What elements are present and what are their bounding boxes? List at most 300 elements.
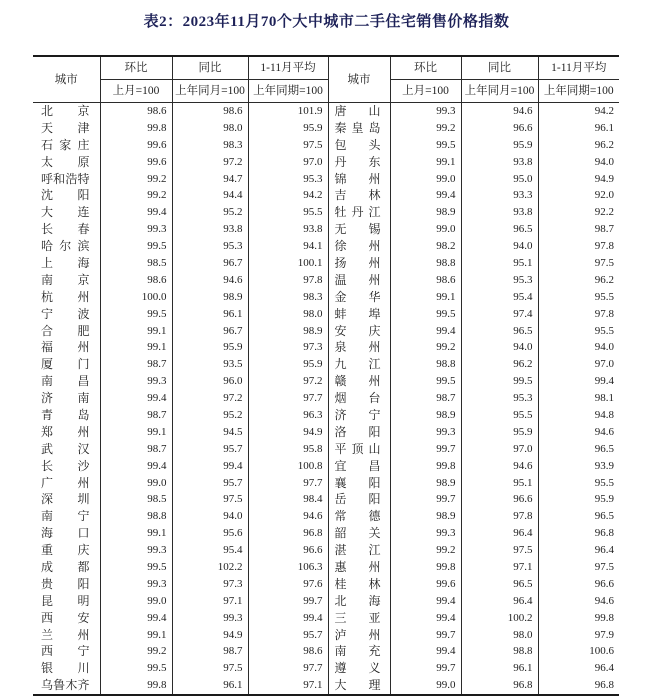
city-name-char: 九 [334, 357, 347, 372]
avg-value-left: 98.0 [248, 306, 328, 323]
city-name-char: 庆 [368, 323, 381, 338]
city-name-char: 林 [368, 576, 381, 591]
city-name-left [41, 627, 90, 644]
city-name-char: 春 [77, 222, 90, 237]
city-name-right [335, 306, 381, 323]
mom-value-right: 99.6 [390, 576, 461, 593]
city-name-char: 阳 [77, 188, 90, 203]
mom-value-left: 99.4 [100, 390, 172, 407]
avg-value-left: 100.8 [248, 458, 328, 475]
city-cell [33, 660, 100, 677]
city-name-left [41, 424, 90, 441]
avg-value-right: 96.6 [538, 576, 619, 593]
avg-value-left: 93.8 [248, 221, 328, 238]
mom-value-left: 99.6 [100, 154, 172, 171]
yoy-value-right: 93.8 [461, 154, 538, 171]
avg-value-right: 96.2 [538, 272, 619, 289]
city-name-char: 州 [368, 255, 381, 270]
mom-value-left: 98.8 [100, 508, 172, 525]
city-name-left [41, 137, 90, 154]
city-name-char: 州 [368, 560, 381, 574]
yoy-value-right: 96.8 [461, 677, 538, 695]
mom-value-right: 98.9 [390, 204, 461, 221]
mom-value-left: 100.0 [100, 289, 172, 306]
city-name-char: 泸 [334, 627, 347, 642]
city-cell [33, 593, 100, 610]
city-cell [328, 238, 390, 255]
avg-value-right: 94.9 [538, 170, 619, 187]
city-cell [33, 458, 100, 475]
city-name-right [335, 424, 381, 441]
city-name-right [335, 407, 381, 424]
yoy-value-left: 95.6 [172, 525, 248, 542]
city-name-left [41, 306, 90, 323]
city-name-char: 贵 [41, 576, 54, 591]
avg-value-right: 96.1 [538, 120, 619, 137]
city-name-char: 惠 [334, 560, 347, 574]
mom-value-left: 99.6 [100, 137, 172, 154]
mom-value-right: 99.7 [390, 441, 461, 458]
city-cell [328, 441, 390, 458]
yoy-value-right: 97.1 [461, 559, 538, 576]
city-name-char: 丹 [351, 205, 364, 220]
city-name-left [41, 255, 90, 272]
yoy-value-right: 95.3 [461, 390, 538, 407]
city-cell [328, 356, 390, 373]
yoy-value-left: 97.2 [172, 154, 248, 171]
city-name-char: 太 [41, 154, 54, 169]
avg-value-left: 97.8 [248, 272, 328, 289]
yoy-value-right: 99.5 [461, 373, 538, 390]
mom-value-right: 99.4 [390, 593, 461, 610]
city-name-char: 圳 [77, 492, 90, 507]
city-name-right [335, 272, 381, 289]
avg-value-left: 97.7 [248, 475, 328, 492]
avg-value-left: 99.7 [248, 593, 328, 610]
yoy-value-left: 97.1 [172, 593, 248, 610]
yoy-value-right: 94.0 [461, 238, 538, 255]
city-name-char: 南 [41, 272, 54, 287]
table-row [33, 103, 619, 120]
city-name-left [41, 576, 90, 593]
city-cell [328, 593, 390, 610]
avg-value-left: 97.2 [248, 373, 328, 390]
table-row [33, 255, 619, 272]
mom-value-left: 99.8 [100, 677, 172, 695]
table-row [33, 508, 619, 525]
mom-value-left: 99.5 [100, 660, 172, 677]
mom-value-right: 99.7 [390, 627, 461, 644]
avg-value-right: 97.5 [538, 255, 619, 272]
avg-value-left: 98.9 [248, 322, 328, 339]
city-name-char: 州 [368, 171, 381, 186]
city-name-char: 庆 [77, 543, 90, 558]
avg-value-left: 97.5 [248, 137, 328, 154]
city-name-left [41, 677, 90, 694]
mom-value-right: 99.1 [390, 154, 461, 171]
avg-value-right: 97.8 [538, 306, 619, 323]
city-name-char: 徐 [334, 239, 347, 254]
city-name-char: 阳 [368, 492, 381, 507]
table-row [33, 542, 619, 559]
yoy-value-right: 95.3 [461, 272, 538, 289]
city-name-char: 州 [77, 289, 90, 304]
mom-value-right: 99.5 [390, 373, 461, 390]
city-name-char: 哈 [41, 239, 54, 254]
table-row [33, 441, 619, 458]
mom-value-right: 99.3 [390, 103, 461, 120]
city-name-left [41, 204, 90, 221]
city-cell [328, 525, 390, 542]
city-name-char: 深 [41, 492, 54, 507]
yoy-value-left: 94.7 [172, 170, 248, 187]
city-cell [328, 559, 390, 576]
city-name-char: 川 [77, 661, 90, 676]
yoy-value-right: 95.4 [461, 289, 538, 306]
city-cell [328, 407, 390, 424]
avg-value-left: 95.9 [248, 120, 328, 137]
header-avg-base-left: 上年同期=100 [248, 80, 328, 103]
city-cell [328, 306, 390, 323]
city-name-char: 宁 [41, 306, 54, 321]
table-row [33, 373, 619, 390]
city-name-left [41, 289, 90, 306]
table-row [33, 677, 619, 695]
city-cell [328, 103, 390, 120]
avg-value-right: 100.6 [538, 643, 619, 660]
table-row [33, 120, 619, 137]
city-cell [33, 559, 100, 576]
avg-value-right: 96.2 [538, 137, 619, 154]
mom-value-left: 99.4 [100, 458, 172, 475]
city-name-left [41, 154, 90, 171]
city-name-char: 南 [334, 644, 347, 659]
table-row [33, 407, 619, 424]
price-index-table-container [33, 55, 653, 696]
yoy-value-left: 95.3 [172, 238, 248, 255]
yoy-value-right: 95.1 [461, 475, 538, 492]
avg-value-right: 99.8 [538, 610, 619, 627]
yoy-value-right: 95.9 [461, 424, 538, 441]
yoy-value-right: 100.2 [461, 610, 538, 627]
city-name-char: 上 [41, 255, 54, 270]
yoy-value-right: 94.6 [461, 458, 538, 475]
yoy-value-left: 95.4 [172, 542, 248, 559]
city-name-char: 门 [77, 357, 90, 372]
yoy-value-left: 98.7 [172, 643, 248, 660]
city-name-right [335, 627, 381, 644]
city-name-char: 重 [41, 543, 54, 558]
city-name-left [41, 458, 90, 475]
table-row [33, 137, 619, 154]
yoy-value-right: 97.0 [461, 441, 538, 458]
city-cell [33, 221, 100, 238]
city-cell [33, 322, 100, 339]
mom-value-right: 99.7 [390, 660, 461, 677]
avg-value-left: 94.6 [248, 508, 328, 525]
city-name-left [41, 390, 90, 407]
mom-value-left: 99.3 [100, 542, 172, 559]
avg-value-left: 97.1 [248, 677, 328, 695]
mom-value-right: 99.4 [390, 610, 461, 627]
city-name-char: 华 [368, 289, 381, 304]
city-name-char: 肥 [77, 323, 90, 338]
city-name-right [335, 508, 381, 525]
city-name-left [41, 610, 90, 627]
city-cell [328, 170, 390, 187]
city-name-char: 北 [334, 593, 347, 608]
city-name-left [41, 475, 90, 492]
city-cell [33, 137, 100, 154]
city-cell [33, 475, 100, 492]
city-name-char: 林 [368, 188, 381, 203]
city-name-char: 岛 [77, 407, 90, 422]
city-cell [328, 322, 390, 339]
city-name-char: 州 [368, 272, 381, 287]
city-name-char: 北 [41, 104, 54, 118]
city-name-char: 州 [368, 340, 381, 355]
city-cell [33, 610, 100, 627]
avg-value-right: 96.5 [538, 441, 619, 458]
yoy-value-left: 95.2 [172, 407, 248, 424]
header-yoy-left: 同比 [172, 56, 248, 80]
avg-value-left: 97.3 [248, 339, 328, 356]
yoy-value-right: 93.8 [461, 204, 538, 221]
avg-value-left: 96.6 [248, 542, 328, 559]
city-name-char: 武 [41, 441, 54, 456]
mom-value-left: 99.3 [100, 576, 172, 593]
city-name-char: 宁 [77, 509, 90, 524]
yoy-value-left: 97.2 [172, 390, 248, 407]
city-cell [33, 187, 100, 204]
mom-value-right: 99.3 [390, 525, 461, 542]
mom-value-right: 98.7 [390, 390, 461, 407]
city-name-char: 济 [334, 407, 347, 422]
avg-value-right: 95.5 [538, 475, 619, 492]
city-name-right [335, 643, 381, 660]
avg-value-right: 96.4 [538, 660, 619, 677]
city-cell [33, 339, 100, 356]
header-yoy-right: 同比 [461, 56, 538, 80]
city-cell [33, 491, 100, 508]
mom-value-right: 99.0 [390, 170, 461, 187]
mom-value-right: 99.1 [390, 289, 461, 306]
city-cell [328, 390, 390, 407]
city-cell [33, 272, 100, 289]
city-name-char: 宁 [368, 407, 381, 422]
city-cell [328, 576, 390, 593]
city-name-char: 津 [77, 120, 90, 135]
city-cell [328, 660, 390, 677]
city-name-char: 宜 [334, 458, 347, 473]
city-name-char: 江 [368, 357, 381, 372]
city-name-char: 烟 [334, 391, 347, 406]
city-name-char: 山 [368, 104, 381, 118]
city-name-right [335, 339, 381, 356]
yoy-value-left: 95.2 [172, 204, 248, 221]
city-cell [33, 643, 100, 660]
city-name-char: 阳 [77, 576, 90, 591]
mom-value-right: 99.0 [390, 221, 461, 238]
mom-value-left: 98.7 [100, 356, 172, 373]
city-name-char: 昌 [368, 458, 381, 473]
city-name-left [41, 508, 90, 525]
table-row [33, 221, 619, 238]
city-name-char: 滨 [77, 239, 90, 254]
avg-value-left: 101.9 [248, 103, 328, 120]
city-name-right [335, 323, 381, 340]
city-name-char: 德 [368, 509, 381, 524]
city-name-char: 理 [368, 678, 381, 693]
table-row [33, 458, 619, 475]
header-yoy-base-left: 上年同月=100 [172, 80, 248, 103]
city-name-char: 广 [41, 475, 54, 490]
city-name-char: 青 [41, 407, 54, 422]
mom-value-left: 99.0 [100, 475, 172, 492]
avg-value-right: 92.2 [538, 204, 619, 221]
city-name-char: 京 [77, 272, 90, 287]
city-name-char: 济 [41, 391, 54, 406]
avg-value-right: 96.5 [538, 508, 619, 525]
city-name-char: 海 [368, 593, 381, 608]
city-name-right [335, 356, 381, 373]
city-cell [328, 424, 390, 441]
avg-value-right: 97.8 [538, 238, 619, 255]
city-cell [328, 610, 390, 627]
city-name-char: 州 [77, 340, 90, 355]
mom-value-right: 99.3 [390, 424, 461, 441]
city-name-char: 大 [41, 205, 54, 220]
avg-value-left: 96.8 [248, 525, 328, 542]
city-cell [33, 525, 100, 542]
table-row [33, 322, 619, 339]
city-name-char: 韶 [334, 526, 347, 541]
city-name-char: 浩 [65, 171, 78, 186]
city-name-char: 皇 [351, 120, 364, 135]
city-name-left [41, 356, 90, 373]
avg-value-left: 97.7 [248, 660, 328, 677]
city-name-char: 汉 [77, 441, 90, 456]
city-name-right [335, 441, 381, 458]
yoy-value-left: 96.7 [172, 322, 248, 339]
city-cell [33, 103, 100, 120]
mom-value-right: 99.4 [390, 643, 461, 660]
city-name-char: 州 [77, 475, 90, 490]
city-name-char: 昌 [77, 374, 90, 389]
city-name-char: 阳 [368, 424, 381, 439]
city-name-char: 海 [41, 526, 54, 541]
table-row [33, 154, 619, 171]
city-name-char: 江 [368, 205, 381, 220]
city-name-char: 州 [77, 424, 90, 439]
mom-value-left: 99.5 [100, 306, 172, 323]
city-name-left [41, 491, 90, 508]
mom-value-left: 99.1 [100, 627, 172, 644]
mom-value-left: 99.1 [100, 339, 172, 356]
avg-value-right: 94.8 [538, 407, 619, 424]
city-name-left [41, 187, 90, 204]
mom-value-left: 99.4 [100, 204, 172, 221]
city-name-char: 厦 [41, 357, 54, 372]
avg-value-left: 94.2 [248, 187, 328, 204]
city-cell [328, 643, 390, 660]
mom-value-left: 98.5 [100, 491, 172, 508]
city-name-char: 南 [77, 391, 90, 406]
city-name-right [335, 491, 381, 508]
yoy-value-right: 96.4 [461, 593, 538, 610]
city-cell [33, 627, 100, 644]
city-cell [33, 508, 100, 525]
city-name-char: 平 [334, 441, 347, 456]
city-name-char: 家 [59, 137, 72, 152]
yoy-value-left: 97.3 [172, 576, 248, 593]
mom-value-left: 98.5 [100, 255, 172, 272]
table-row [33, 272, 619, 289]
city-name-char: 湛 [334, 543, 347, 558]
avg-value-left: 94.9 [248, 424, 328, 441]
avg-value-left: 95.9 [248, 356, 328, 373]
city-name-char: 锡 [368, 222, 381, 237]
city-name-right [335, 238, 381, 255]
city-name-char: 大 [334, 678, 347, 693]
header-mom-right: 环比 [390, 56, 461, 80]
yoy-value-right: 96.6 [461, 491, 538, 508]
city-name-char: 宁 [77, 644, 90, 659]
header-mom-base-right: 上月=100 [390, 80, 461, 103]
city-cell [33, 677, 100, 695]
city-cell [33, 255, 100, 272]
mom-value-left: 99.1 [100, 424, 172, 441]
city-cell [328, 339, 390, 356]
table-row [33, 627, 619, 644]
table-row [33, 660, 619, 677]
avg-value-right: 98.1 [538, 390, 619, 407]
avg-value-left: 98.6 [248, 643, 328, 660]
table-row [33, 306, 619, 323]
avg-value-right: 95.5 [538, 322, 619, 339]
city-name-right [335, 204, 381, 221]
yoy-value-left: 96.1 [172, 306, 248, 323]
city-cell [33, 154, 100, 171]
city-name-right [335, 458, 381, 475]
mom-value-right: 98.9 [390, 475, 461, 492]
city-name-char: 海 [77, 255, 90, 270]
city-name-char: 州 [368, 374, 381, 389]
mom-value-left: 98.6 [100, 103, 172, 120]
yoy-value-left: 95.7 [172, 441, 248, 458]
mom-value-right: 99.2 [390, 542, 461, 559]
city-name-left [41, 542, 90, 559]
city-name-left [41, 323, 90, 340]
avg-value-right: 92.0 [538, 187, 619, 204]
mom-value-left: 99.0 [100, 593, 172, 610]
city-name-char: 桂 [334, 576, 347, 591]
table-row [33, 356, 619, 373]
city-name-left [41, 373, 90, 390]
city-cell [33, 542, 100, 559]
city-name-left [41, 525, 90, 542]
header-avg-right: 1-11月平均 [538, 56, 619, 80]
avg-value-left: 94.1 [248, 238, 328, 255]
mom-value-left: 99.3 [100, 373, 172, 390]
city-name-char: 杭 [41, 289, 54, 304]
city-cell [33, 441, 100, 458]
city-name-char: 合 [41, 323, 54, 338]
city-name-right [335, 390, 381, 407]
mom-value-right: 99.4 [390, 322, 461, 339]
avg-value-right: 94.6 [538, 424, 619, 441]
yoy-value-left: 94.0 [172, 508, 248, 525]
